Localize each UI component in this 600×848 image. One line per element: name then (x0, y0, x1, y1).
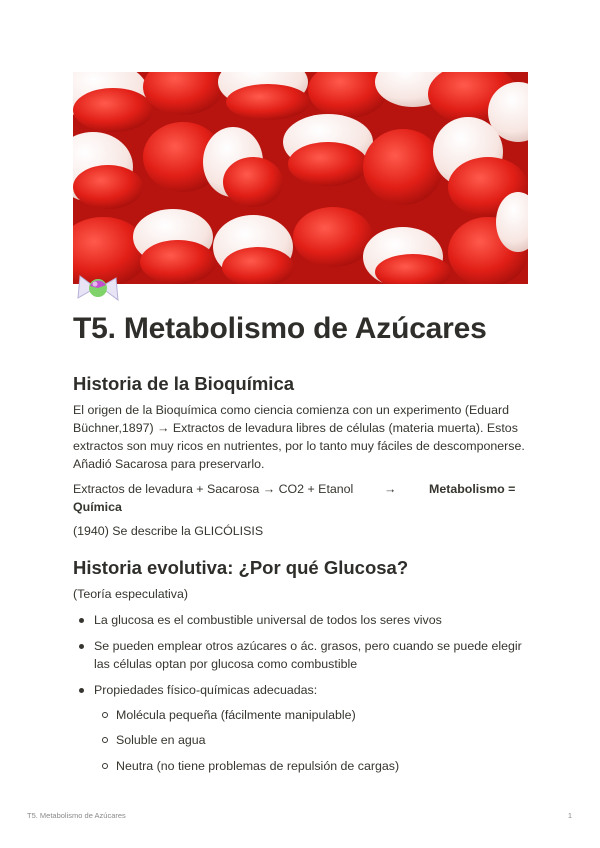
list-item: La glucosa es el combustible universal de todos los seres vivos (94, 611, 534, 629)
sub-list-item: Neutra (no tiene problemas de repulsión de cargas) (116, 757, 536, 775)
sub-list-item: Molécula pequeña (fácilmente manipulable) (116, 706, 536, 724)
list-item: Propiedades físico-químicas adecuadas: (94, 681, 534, 699)
paragraph-origen: El origen de la Bioquímica como ciencia comienza con un experimento (Eduard Büchner,1897) → Extractos de levadura libres de células (materia muerta). Estos extractos son muy ricos en nutrientes, por lo tanto muy fáciles de descomponerse. Añadió Sacarosa para preservarlo. (73, 403, 525, 471)
equation-text: Extractos de levadura + Sacarosa → CO2 + Etanol (73, 482, 354, 496)
sub-list-item: Soluble en agua (116, 731, 536, 749)
arrow-symbol: → (384, 482, 397, 496)
speculative-note: (Teoría especulativa) (73, 587, 189, 601)
quimica-bold: Química (73, 500, 122, 514)
page-number: 1 (567, 811, 572, 820)
footer-title: T5. Metabolismo de Azúcares (27, 811, 126, 820)
equation-row (73, 480, 533, 514)
glycolysis-line: (1940) Se describe la GLICÓLISIS (73, 524, 264, 538)
page-title: T5. Metabolismo de Azúcares (73, 312, 487, 345)
cover-image (73, 72, 528, 284)
list-item: Se pueden emplear otros azúcares o ác. grasos, pero cuando se puede elegir las células optan por glucosa como combustible (94, 637, 524, 673)
heading-historia-evolutiva: Historia evolutiva: ¿Por qué Glucosa? (73, 557, 409, 578)
metabolismo-bold: Metabolismo = (429, 482, 516, 496)
heading-historia-bioquimica: Historia de la Bioquímica (73, 373, 295, 394)
candy-icon (76, 270, 120, 306)
